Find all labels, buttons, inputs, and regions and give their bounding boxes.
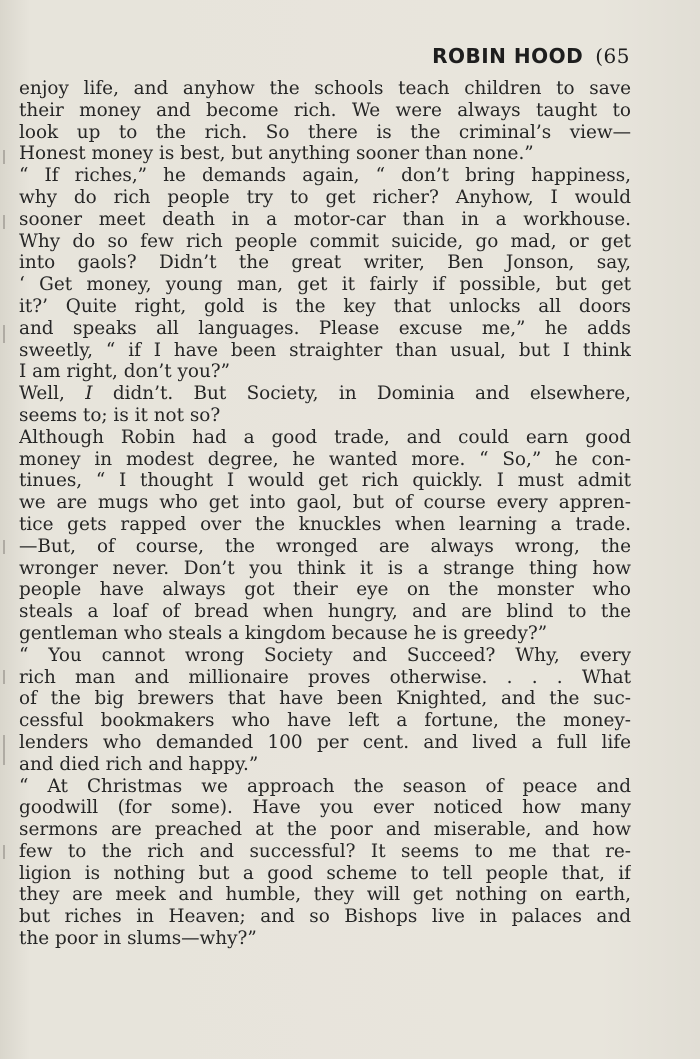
- text-line: it?’ Quite right, gold is the key that unlocks all doors: [19, 295, 631, 317]
- running-header: [432, 44, 630, 68]
- text-line: “ At Christmas we approach the season of peace and: [19, 775, 631, 797]
- text-line: we are mugs who get into gaol, but of course every appren-: [19, 492, 631, 514]
- text-line: Honest money is best, but anything sooner than none.”: [19, 143, 534, 165]
- text-line: ligion is nothing but a good scheme to tell people that, if: [19, 862, 631, 884]
- text-line: Why do so few rich people commit suicide, go mad, or get: [19, 230, 631, 252]
- text-line: wronger never. Don’t you think it is a strange thing how: [19, 557, 631, 579]
- gutter-mark: [3, 215, 5, 229]
- text-line: why do rich people try to get richer? Anyhow, I would: [19, 186, 631, 208]
- running-title: ROBIN HOOD: [432, 44, 584, 68]
- page-number: (65: [595, 44, 630, 68]
- text-line: cessful bookmakers who have left a fortune, the money-: [19, 710, 631, 732]
- gutter-mark: [3, 325, 5, 343]
- text-line: and speaks all languages. Please excuse me,” he adds: [19, 317, 631, 339]
- text-line: and died rich and happy.”: [19, 753, 259, 775]
- text-line: lenders who demanded 100 per cent. and lived a full life: [19, 731, 631, 753]
- gutter-mark: [3, 540, 5, 554]
- text-line: steals a loaf of bread when hungry, and are blind to the: [19, 601, 631, 623]
- text-line: the poor in slums—why?”: [19, 928, 257, 950]
- text-line: seems to; is it not so?: [19, 404, 221, 426]
- emphasis: I: [85, 383, 93, 405]
- text-line: into gaols? Didn’t the great writer, Ben Jonson, say,: [19, 252, 631, 274]
- text-line: look up to the rich. So there is the criminal’s view—: [19, 121, 631, 143]
- text-line: sweetly, “ if I have been straighter than usual, but I think: [19, 339, 631, 361]
- text-line: Although Robin had a good trade, and could earn good: [19, 426, 631, 448]
- text-line: ‘ Get money, young man, get it fairly if possible, but get: [19, 274, 631, 296]
- text-line: tice gets rapped over the knuckles when learning a trade.: [19, 513, 631, 535]
- text-line: their money and become rich. We were always taught to: [19, 99, 631, 121]
- text-line: —But, of course, the wronged are always wrong, the: [19, 535, 631, 557]
- gutter-mark: [3, 670, 5, 684]
- text-line: few to the rich and successful? It seems to me that re-: [19, 840, 631, 862]
- text-line: of the big brewers that have been Knighted, and the suc-: [19, 688, 631, 710]
- text-line: gentleman who steals a kingdom because he is greedy?”: [19, 622, 548, 644]
- text-line: sooner meet death in a motor-car than in a workhouse.: [19, 208, 631, 230]
- text-line: Well, I didn’t. But Society, in Dominia and elsewhere,: [19, 383, 631, 405]
- body-text: [19, 78, 631, 950]
- text-line: sermons are preached at the poor and miserable, and how: [19, 819, 631, 841]
- text-line: “ If riches,” he demands again, “ don’t bring happiness,: [19, 165, 631, 187]
- text-line: but riches in Heaven; and so Bishops live in palaces and: [19, 906, 631, 928]
- text-line: they are meek and humble, they will get nothing on earth,: [19, 884, 631, 906]
- text-line: money in modest degree, he wanted more. “ So,” he con-: [19, 448, 631, 470]
- text-line: tinues, “ I thought I would get rich quickly. I must admit: [19, 470, 631, 492]
- text-line: I am right, don’t you?”: [19, 361, 231, 383]
- gutter-mark: [3, 735, 5, 765]
- text-line: goodwill (for some). Have you ever noticed how many: [19, 797, 631, 819]
- text-line: “ You cannot wrong Society and Succeed? Why, every: [19, 644, 631, 666]
- text-line: enjoy life, and anyhow the schools teach children to save: [19, 78, 631, 99]
- gutter-mark: [3, 845, 5, 859]
- text-line: people have always got their eye on the monster who: [19, 579, 631, 601]
- gutter-mark: [3, 150, 5, 164]
- text-line: rich man and millionaire proves otherwise. . . . What: [19, 666, 631, 688]
